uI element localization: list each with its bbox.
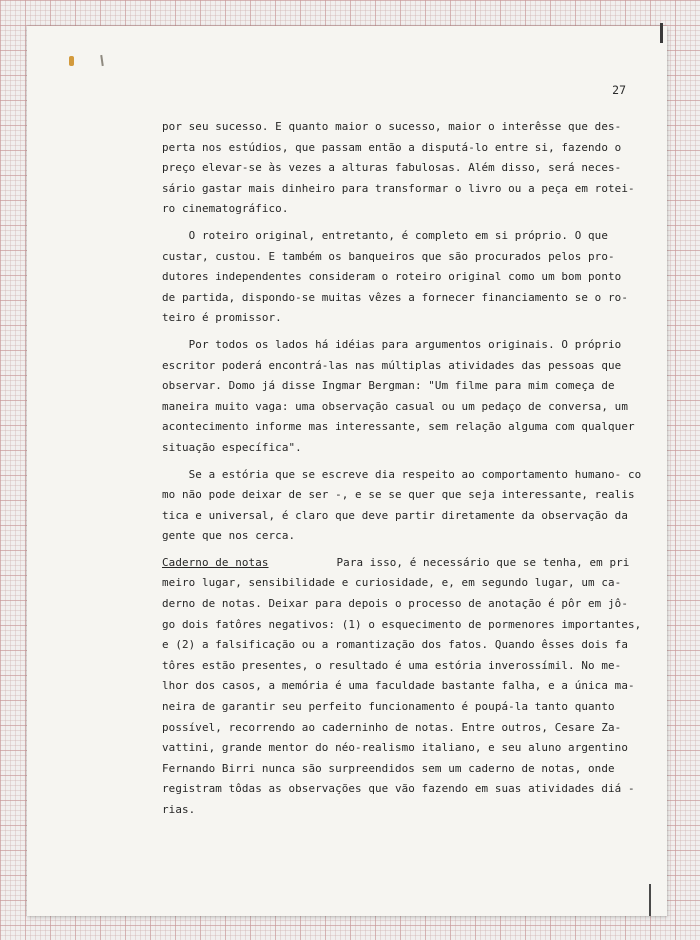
text-line: vattini, grande mentor do néo-realismo italiano, e seu aluno argentino [162,741,628,755]
page-number: 27 [612,83,626,97]
text-line: teiro é promissor. [162,311,282,325]
body-text [162,117,642,821]
paper-marks [65,53,105,69]
text-line: O roteiro original, entretanto, é completo em si próprio. O que [162,228,608,242]
text-line: ro cinematográfico. [162,202,289,216]
text-line: go dois fatôres negativos: (1) o esquecimento de pormenores importantes, [162,617,642,631]
text-line: observar. Domo já disse Ingmar Bergman: "Um filme para mim começa de [162,379,615,393]
text-line: Por todos os lados há idéias para argumentos originais. O próprio [162,337,622,351]
text-line: de partida, dispondo-se muitas vêzes a fornecer financiamento se o ro- [162,290,628,304]
text-line: preço elevar-se às vezes a alturas fabulosas. Além disso, será neces- [162,161,622,175]
text-line: derno de notas. Deixar para depois o processo de anotação é pôr em jô- [162,597,628,611]
text-line: maneira muito vaga: uma observação casual ou um pedaço de conversa, um [162,399,628,413]
paragraph-5 [162,553,642,821]
text-line: sário gastar mais dinheiro para transformar o livro ou a peça em rotei- [162,181,635,195]
text-line: possível, recorrendo ao caderninho de notas. Entre outros, Cesare Za- [162,720,622,734]
text-line: situação específica". [162,440,302,454]
edge-mark-bottom [649,884,651,916]
typed-page [27,26,667,916]
pencil-mark [100,55,104,66]
text-line: meiro lugar, sensibilidade e curiosidade, e, em segundo lugar, um ca- [162,576,622,590]
text-line: por seu sucesso. E quanto maior o sucesso, maior o interêsse que des- [162,120,622,133]
text-line: Fernando Birri nunca são surpreendidos sem um caderno de notas, onde [162,761,615,775]
text-line: tôres estão presentes, o resultado é uma estória inverossímil. No me- [162,658,622,672]
text-line: tica e universal, é claro que deve partir diretamente da observação da [162,508,628,522]
section-heading-line [162,553,634,574]
text-line: Se a estória que se escreve dia respeito ao comportamento humano- co [162,467,642,481]
edge-mark-top [660,23,663,43]
section-heading: Caderno de notas [162,555,269,569]
text-line: e (2) a falsificação ou a romantização dos fatos. Quando êsses dois fa [162,638,628,652]
paragraph-1 [162,117,634,220]
text-line: registram tôdas as observações que vão fazendo em suas atividades diá - [162,782,635,796]
stain-mark [69,56,74,66]
text-line: gente que nos cerca. [162,529,296,543]
paragraph-2 [162,226,634,329]
text-line: lhor dos casos, a memória é uma faculdade bastante falha, e a única ma- [162,679,635,693]
text-line: rias. [162,803,196,816]
text-line: mo não pode deixar de ser -, e se se quer que seja interessante, realis [162,488,635,502]
text-line: perta nos estúdios, que passam então a disputá-lo entre si, fazendo o [162,140,622,154]
text-line: dutores independentes consideram o roteiro original como um bom ponto [162,270,622,284]
text-line: neira de garantir seu perfeito funcionamento é poupá-la tanto quanto [162,700,615,714]
text-line: escritor poderá encontrá-las nas múltiplas atividades das pessoas que [162,358,622,372]
text-line: custar, custou. E também os banqueiros que são procurados pelos pro- [162,249,615,263]
paragraph-3 [162,335,634,459]
text-line: acontecimento informe mas interessante, sem relação alguma com qualquer [162,420,635,434]
text-line: Para isso, é necessário que se tenha, em pri [336,555,630,569]
paragraph-4 [162,465,642,547]
